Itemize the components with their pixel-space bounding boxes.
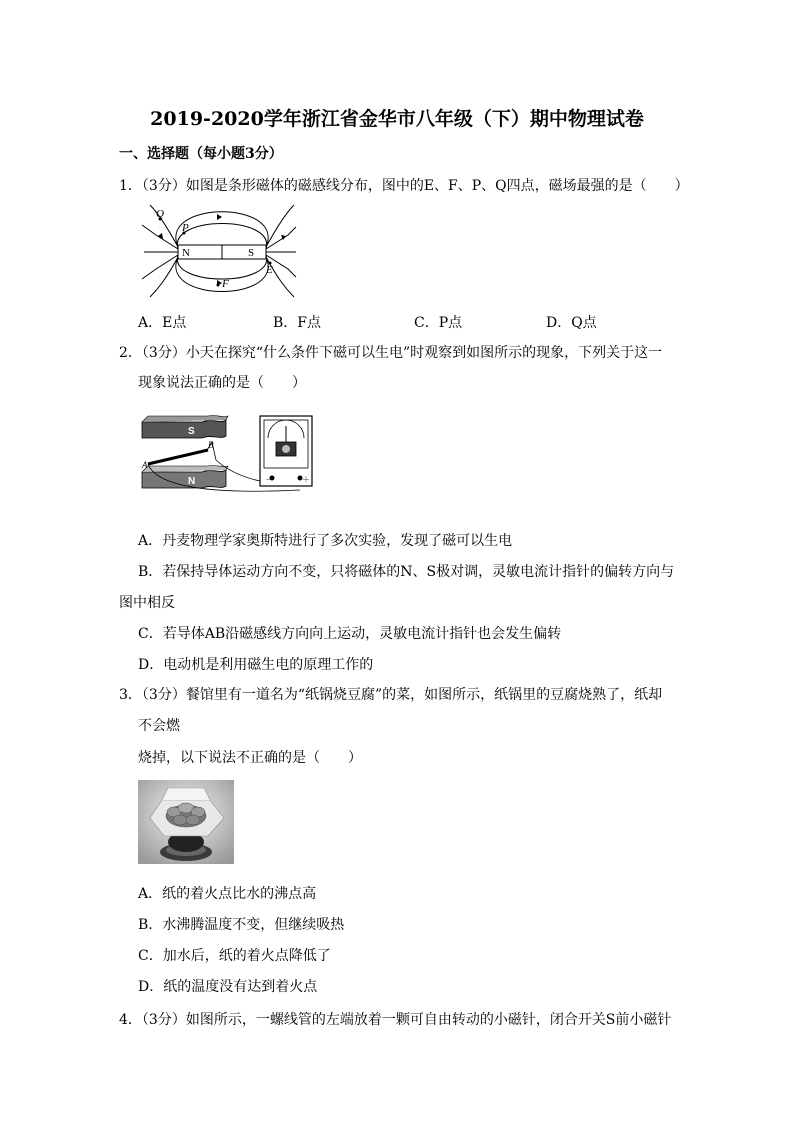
q3-option-d: D．纸的温度没有达到着火点 (138, 979, 318, 995)
q2-option-d: D．电动机是利用磁生电的原理工作的 (138, 657, 374, 673)
q1-option-d: D．Q点 (546, 315, 597, 331)
question-2-stem-line-1: 2．（3分）小天在探究“什么条件下磁可以生电”时观察到如图所示的现象，下列关于这一 (119, 345, 663, 361)
point-f-label: F (222, 278, 229, 290)
top-magnet (142, 415, 228, 438)
section-heading: 一、选择题（每小题3分） (119, 146, 283, 162)
conductor-b-label: B (208, 440, 214, 450)
conductor-ab (148, 450, 208, 464)
point-f-dot (217, 284, 220, 287)
paper-pot-tofu-photo (138, 780, 234, 864)
galvanometer-plus-label: ＋ (302, 475, 310, 484)
q3-option-b: B．水沸腾温度不变，但继续吸热 (138, 917, 345, 933)
q1-option-b: B．F点 (273, 315, 322, 331)
electromagnetic-induction-figure (140, 412, 340, 500)
point-q-label: Q (156, 208, 164, 220)
question-1-stem: 1．（3分）如图是条形磁体的磁感线分布，图中的E、F、P、Q四点，磁场最强的是（ ） (119, 178, 689, 194)
q3-option-a: A．纸的着火点比水的沸点高 (138, 886, 317, 902)
q1-option-c: C．P点 (414, 315, 463, 331)
bar-magnet-field-figure (138, 205, 298, 295)
question-4-stem: 4．（3分）如图所示，一螺线管的左端放着一颗可自由转动的小磁针，闭合开关S前小磁针 (119, 1012, 672, 1028)
q3-option-c: C．加水后，纸的着火点降低了 (138, 948, 331, 964)
bottom-magnet (142, 465, 228, 488)
top-magnet-s-label: S (188, 426, 195, 437)
question-3-stem-line-1: 3．（3分）餐馆里有一道名为“纸锅烧豆腐”的菜，如图所示，纸锅里的豆腐烧熟了，纸却 (119, 687, 663, 703)
point-e-label: E (266, 264, 273, 276)
question-3-stem-line-3: 烧掉，以下说法不正确的是（ ） (138, 750, 362, 766)
q2-option-a: A．丹麦物理学家奥斯特进行了多次实验，发现了磁可以生电 (138, 533, 513, 549)
q2-option-c: C．若导体AB沿磁感线方向向上运动，灵敏电流计指针也会发生偏转 (138, 626, 562, 642)
bottom-magnet-n-label: N (188, 476, 196, 487)
point-p-label: P (182, 222, 189, 234)
page-title: 2019-2020学年浙江省金华市八年级（下）期中物理试卷 (150, 108, 644, 130)
q2-option-b: B．若保持导体运动方向不变，只将磁体的N、S极对调，灵敏电流计指针的偏转方向与 (138, 564, 675, 580)
question-2-stem-line-2: 现象说法正确的是（ ） (138, 375, 306, 391)
galvanometer-minus-label: － (265, 475, 273, 484)
q1-option-a: A．E点 (138, 315, 187, 331)
conductor-a-label: A (142, 460, 148, 470)
south-pole-label: S (248, 247, 255, 259)
north-pole-label: N (182, 247, 190, 259)
question-3-stem-line-2: 不会燃 (138, 718, 180, 734)
q2-option-b-continuation: 图中相反 (119, 595, 175, 611)
